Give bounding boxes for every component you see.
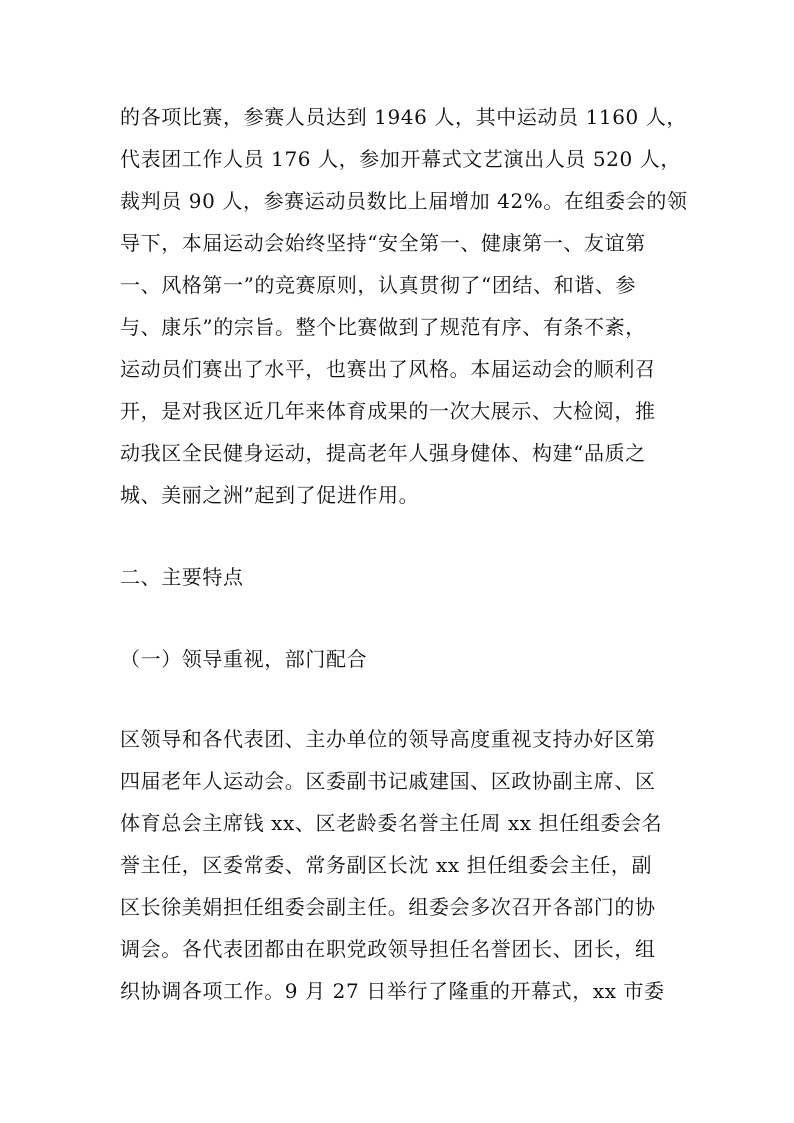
- paragraph-line: 城、美丽之洲”起到了促进作用。: [120, 483, 420, 507]
- paragraph-line: 区领导和各代表团、主办单位的领导高度重视支持办好区第: [120, 727, 656, 751]
- paragraph-line: 调会。各代表团都由在职党政领导担任名誉团长、团长，组: [120, 937, 656, 961]
- paragraph-line: 区长徐美娟担任组委会副主任。组委会多次召开各部门的协: [120, 895, 656, 919]
- paragraph-line: 誉主任，区委常委、常务副区长沈 xx 担任组委会主任，副: [120, 853, 653, 877]
- paragraph-line: 运动员们赛出了水平，也赛出了风格。本届运动会的顺利召: [120, 357, 656, 381]
- section-heading: 二、主要特点: [120, 565, 244, 589]
- paragraph-line: 动我区全民健身运动，提高老年人强身健体、构建“品质之: [120, 441, 646, 465]
- paragraph-line: 一、风格第一”的竞赛原则，认真贯彻了“团结、和谐、参: [120, 273, 637, 297]
- paragraph-line: 织协调各项工作。9 月 27 日举行了隆重的开幕式，xx 市委: [120, 979, 665, 1003]
- paragraph-line: 裁判员 90 人，参赛运动员数比上届增加 42%。在组委会的领: [120, 189, 688, 213]
- paragraph-line: 的各项比赛，参赛人员达到 1946 人，其中运动员 1160 人，: [120, 105, 688, 129]
- paragraph-line: 开，是对我区近几年来体育成果的一次大展示、大检阅，推: [120, 399, 656, 423]
- paragraph-line: 代表团工作人员 176 人，参加开幕式文艺演出人员 520 人，: [120, 147, 681, 171]
- subsection-heading: （一）领导重视，部门配合: [120, 647, 368, 671]
- paragraph-line: 四届老年人运动会。区委副书记戚建国、区政协副主席、区: [120, 769, 656, 793]
- paragraph-line: 与、康乐”的宗旨。整个比赛做到了规范有序、有条不紊，: [120, 315, 646, 339]
- paragraph-line: 导下，本届运动会始终坚持“安全第一、健康第一、友谊第: [120, 231, 646, 255]
- paragraph-line: 体育总会主席钱 xx、区老龄委名誉主任周 xx 担任组委会名: [120, 811, 663, 835]
